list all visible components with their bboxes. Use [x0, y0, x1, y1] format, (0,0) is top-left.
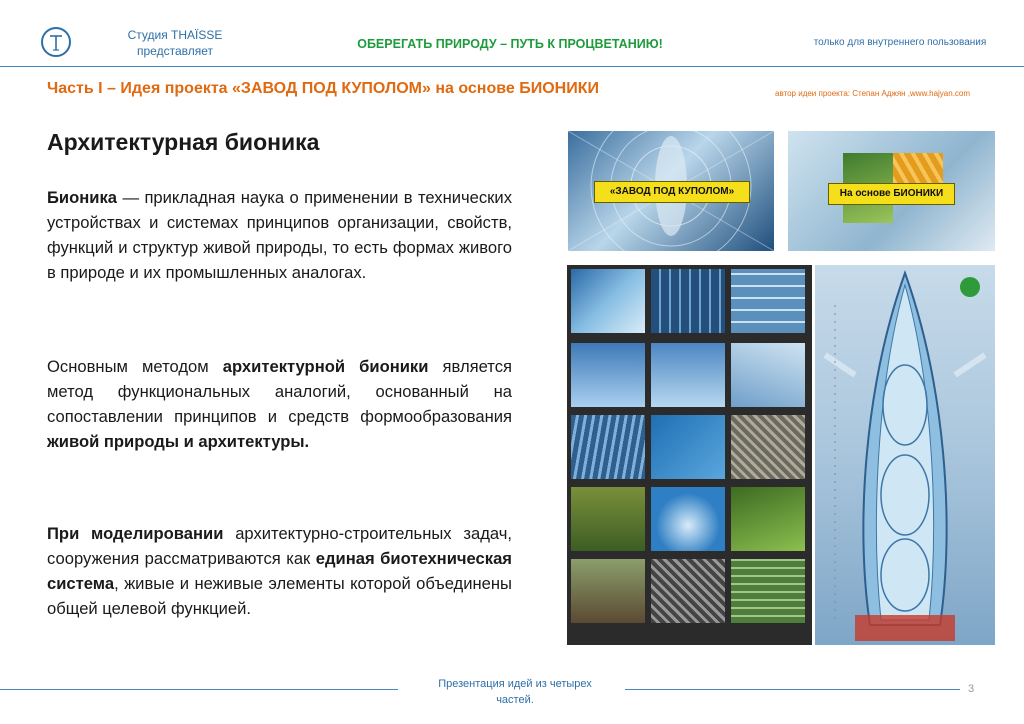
photo-tile	[731, 559, 805, 623]
studio-line2: представляет	[137, 44, 213, 58]
banner-bionics: На основе БИОНИКИ	[828, 183, 955, 205]
photo-tile	[731, 487, 805, 551]
photo-tile	[571, 487, 645, 551]
photo-tile	[651, 269, 725, 333]
photo-tile	[571, 269, 645, 333]
banner-dome-factory: «ЗАВОД ПОД КУПОЛОМ»	[594, 181, 750, 203]
recycle-icon	[960, 277, 980, 297]
part-title: Часть I – Идея проекта «ЗАВОД ПОД КУПОЛОМ» на основе БИОНИКИ	[47, 80, 599, 97]
photo-tile	[651, 559, 725, 623]
photo-tile	[731, 343, 805, 407]
footer-divider-right	[625, 689, 960, 690]
bold-term: живой природы и архитектуры.	[47, 432, 310, 451]
slogan: ОБЕРЕГАТЬ ПРИРОДУ – ПУТЬ К ПРОЦВЕТАНИЮ!	[357, 37, 663, 51]
studio-name	[110, 27, 240, 59]
header-divider	[0, 66, 1024, 67]
author-credit: автор идеи проекта: Степан Аджян ,www.hajyan.com	[775, 89, 971, 98]
photo-tile	[651, 415, 725, 479]
photo-tile	[651, 343, 725, 407]
footer-caption	[410, 676, 620, 708]
photo-tile	[651, 487, 725, 551]
photo-tile	[571, 415, 645, 479]
bold-term: При моделировании	[47, 524, 224, 543]
studio-line1: Студия THAÏSSE	[127, 28, 223, 42]
page-title: Архитектурная бионика	[47, 129, 320, 155]
page-number: 3	[968, 683, 975, 695]
paragraph-method	[47, 354, 512, 454]
studio-logo	[41, 27, 71, 57]
footer-divider-left	[0, 689, 398, 690]
footer-line2: частей.	[496, 694, 534, 706]
text: является метод функциональных аналогий, основанный на сопоставлении принципов и средств формообразования	[47, 357, 512, 426]
tower-cross-section-graphic	[815, 265, 995, 645]
building-section-drawing	[815, 265, 995, 645]
text: — прикладная наука о применении в технических устройствах и системах принципов организации, свойств, функций и структур живой природы, то есть формах живого в природе и их промышленных аналогах.	[47, 188, 512, 282]
bionics-image	[788, 131, 995, 251]
text: архитектурно-строительных задач, сооружения рассматриваются как	[47, 524, 512, 568]
paragraph-bionics-definition	[47, 185, 512, 285]
internal-use-note: только для внутреннего пользования	[813, 37, 987, 48]
paragraph-modeling	[47, 521, 512, 621]
footer-line1: Презентация идей из четырех	[438, 678, 592, 690]
photo-tile	[731, 415, 805, 479]
text: Основным методом	[47, 357, 223, 376]
text: , живые и неживые элементы которой объединены общей целевой функцией.	[47, 574, 512, 618]
photo-tile	[571, 559, 645, 623]
bold-term: архитектурной бионики	[222, 357, 429, 376]
bold-term: Бионика	[47, 188, 118, 207]
architecture-photo-grid	[567, 265, 812, 645]
dome-factory-image	[568, 131, 774, 251]
photo-tile	[571, 343, 645, 407]
photo-tile	[731, 269, 805, 333]
logo-t-icon	[43, 29, 69, 55]
bold-term: единая биотехническая система	[47, 549, 512, 593]
